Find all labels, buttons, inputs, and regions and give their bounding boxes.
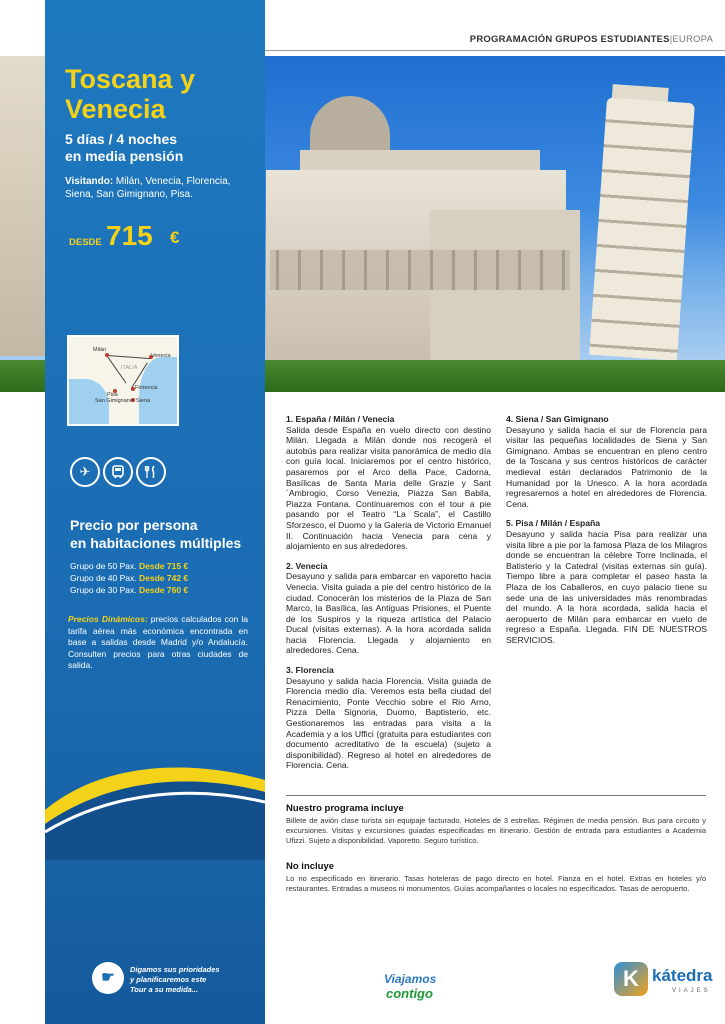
dynamic-pricing-text: precios calculados con la tarifa aérea más económica encontrada en base a salidas desde Madrid y/o Andalucía. Consulten precios para otras ciudades de salida. [68, 614, 248, 670]
group-price-row [70, 560, 260, 572]
route-map [67, 335, 179, 426]
tagline-line-3: Tour a su medida... [130, 985, 199, 994]
price-currency: € [170, 228, 180, 247]
visiting-label: Visitando: [65, 176, 114, 187]
pricing-heading-line-1: Precio por persona [70, 517, 198, 533]
group-size: Grupo de 50 Pax. [70, 561, 137, 571]
bus-icon [103, 457, 133, 487]
visiting-cities: Milán, Venecia, Florencia, Siena, San Gimignano, Pisa. [65, 176, 231, 200]
itinerary-column-2 [506, 414, 707, 654]
duration-line-2: en media pensión [65, 148, 184, 164]
group-price: Desde 715 € [139, 561, 189, 571]
map-label-pisa: Pisa [107, 392, 118, 398]
includes-rule [286, 795, 706, 796]
visiting-text [65, 175, 255, 201]
katedra-logo-icon: K [614, 962, 648, 996]
map-label-venecia: Venecia [151, 353, 171, 359]
day-text: Desayuno y salida para embarcar en vaporetto hacia Venecia. Visita guiada a pie del centro histórico de la ciudad. Conoceràn los misterios de la Plaza de San Marco, la Basílica, las Antiguas Prisiones, el Puente de los Suspiros y la riqueza artística del Palacio Ducal (visitas externas). A la hora acordada salida hacia Florencia. Llegada y alojamiento en alrededores. Cena. [286, 571, 491, 656]
trip-title [65, 64, 260, 124]
panel-tagline [130, 965, 260, 995]
group-price-row [70, 584, 260, 596]
page-header [470, 34, 713, 45]
price-from-label: DESDE [69, 237, 102, 248]
duration-line-1: 5 días / 4 noches [65, 131, 178, 147]
title-line-1: Toscana y [65, 64, 196, 94]
day-text: Desayuno y salida hacia Pisa para realizar una visita libre a pie por la famosa Plaza de los Milagros donde se encuentran la célebre Torre Inclinada, el Batisterio y la Catedral (visitas externas sin guía). Tiempo libre a para completar el paseo hasta la Plaza de los Caballeros, en cuyo palacio tiene su sede una de las universidades más renombradas del mundo. A la hora acordada, salida hacia el aeropuerto de Milán para embarcar en vuelo de regreso a España. Llegada. FIN DE NUESTROS SERVICIOS. [506, 528, 707, 645]
day-text: Desayuno y salida hacia el sur de Florencia para visitar las pequeñas localidades de Siena y San Gimignano. Ambas se encuentran en pleno centro de la Toscana y sus centros históricos de carácter medieval están declarados Patrimonio de la Humanidad por la Unesco. A la hora acordada regresaremos a hotel en alrededores de Florencia. Cena. [506, 424, 707, 509]
map-dot-milan [105, 353, 109, 357]
cutlery-icon [136, 457, 166, 487]
group-size: Grupo de 40 Pax. [70, 573, 137, 583]
includes-heading: Nuestro programa incluye [286, 803, 404, 814]
pricing-heading-line-2: en habitaciones múltiples [70, 535, 242, 551]
header-rule [265, 50, 725, 51]
map-label-san-gimignano: San Gimignano [95, 398, 133, 404]
decorative-swoosh [45, 740, 265, 860]
photo-left-building [0, 56, 45, 356]
day-text: Desayuno y salida hacia Florencia. Visita guiada de Florencia medio día. Veremos esta bella ciudad del Renacimiento, Ponte Vecchio sobre el Rio Arno, Pizza Della Signoria, Duomo, Baptisterio, etc. Gestionaremos las entradas para visita a la Academia y a los Uffici (gratuita para estudiantes con documento acreditativo de la escuela) (sujeto a disponibilidad). Regreso al hotel en alrededores de Florencia. Cena. [286, 675, 491, 771]
excludes-heading: No incluye [286, 861, 335, 872]
trip-duration [65, 131, 260, 165]
map-label-siena: Siena [136, 398, 151, 404]
map-route-line [107, 355, 151, 359]
slogan [384, 972, 436, 1001]
pricing-heading [70, 516, 260, 552]
group-price: Desde 760 € [139, 585, 189, 595]
dynamic-pricing-note [68, 614, 248, 672]
photo-arches [270, 250, 570, 290]
group-price-row [70, 572, 260, 584]
title-line-2: Venecia [65, 94, 166, 124]
chat-hand-icon: ☛ [92, 962, 124, 994]
region-label: EUROPA [672, 34, 713, 45]
tagline-line-2: y planificaremos este [130, 975, 207, 984]
dynamic-pricing-label: Precios Dinámicos: [68, 614, 148, 624]
tagline-line-1: Digamos sus prioridades [130, 965, 220, 974]
group-size: Grupo de 30 Pax. [70, 585, 137, 595]
day-text: Salida desde España en vuelo directo con destino Milán. Llegada a Milán donde nos recogerá el autobús para realizar visita panorámica de medio día con guía local. Iniciaremos por el centro histórico, pasaremos por el Arco della Pace, Cadorna, Basílicas de Santa Maria delle Grazie y Sant´Ambrogio, Corso Venezia, Piazza San Babila, Piazza Fontana. Continuaremos con el tour a pie pasando por el Teatro “La Scala”, el Castillo Sforzesco, el Duomo y la Galeria de Victorio Emanuel II. Continuación hacia Venecia para cena y alojamiento en sus alrededores. [286, 424, 491, 552]
day-title: 5. Pisa / Milán / España [506, 518, 601, 529]
map-label-italia: ITALIA [121, 365, 138, 371]
day-title: 3. Florencia [286, 665, 334, 676]
day-title: 2. Venecia [286, 560, 328, 571]
plane-icon: ✈ [70, 457, 100, 487]
day-title: 1. España / Milán / Venecia [286, 414, 395, 424]
price-value: 715 [106, 220, 153, 251]
program-label: PROGRAMACIÓN GRUPOS ESTUDIANTES [469, 34, 670, 45]
slogan-line-1: Viajamos [384, 972, 437, 986]
group-price: Desde 742 € [139, 573, 189, 583]
group-price-list [70, 560, 260, 596]
katedra-logo-sub: VIAJES [672, 988, 711, 994]
header-separator: | [669, 34, 673, 45]
photo-leaning-tower [589, 97, 695, 361]
itinerary-column-1 [286, 414, 491, 780]
includes-text: Billete de avión clase turista sin equipaje facturado. Hoteles de 3 estrellas. Régimen de media pensión. Bus para circuito y excursiones. Visitas y excursiones guiadas especificadas en itinerario. Gestión de entrada para estudiantes a Academia Ufizzi. Sujeto a disponibilidad. Vaporetto. Seguro turístico. [286, 816, 706, 845]
excludes-text: Lo no especificado en itinerario. Tasas hoteleras de pago directo en hotel. Fianza en el hotel. Extras en hoteles y/o restaurantes. Entradas a museos ni monumentos. Guías acompañantes o locales no especificados. Tasas de aeropuerto. [286, 874, 706, 893]
slogan-line-2: contigo [386, 986, 433, 1001]
day-title: 4. Siena / San Gimignano [506, 414, 609, 424]
map-label-florencia: Florencia [135, 385, 158, 391]
map-label-milan: Milán [93, 347, 107, 353]
katedra-logo-name: kátedra [652, 966, 713, 985]
